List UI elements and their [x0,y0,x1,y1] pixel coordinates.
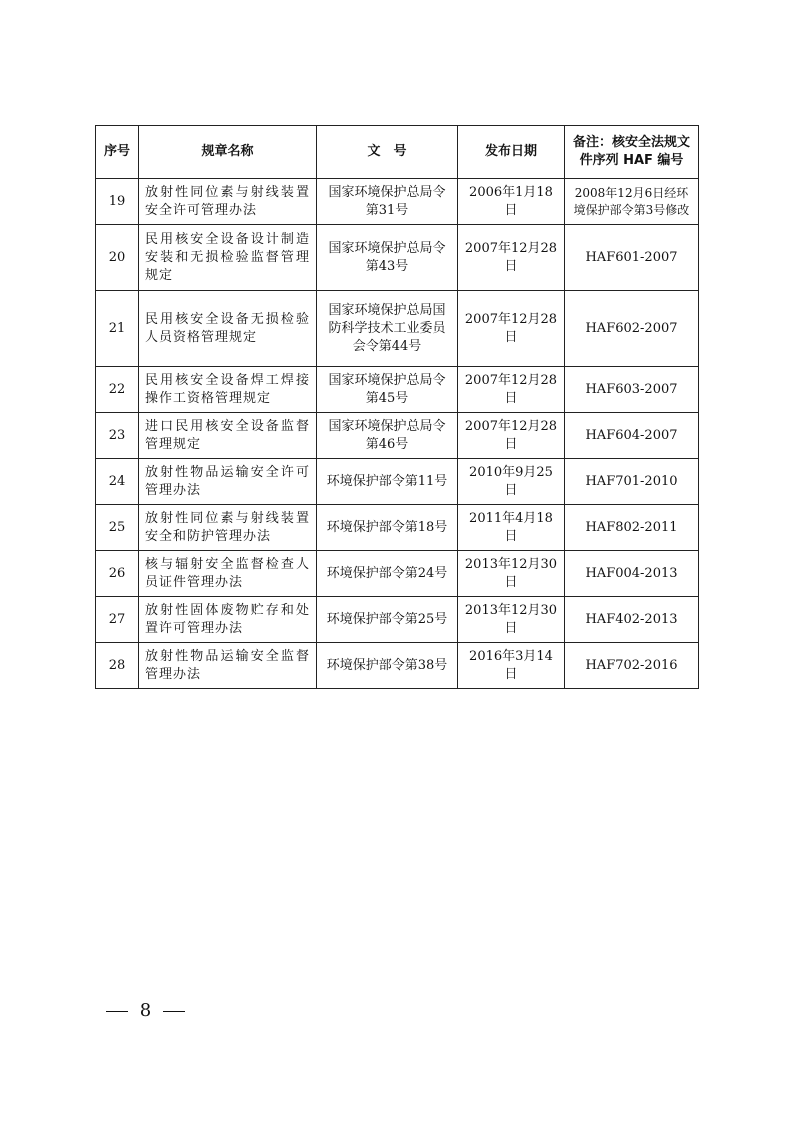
cell-serial-number: 22 [96,367,139,413]
cell-release-date: 2007年12月28日 [458,225,565,291]
cell-regulation-name: 放射性同位素与射线装置安全和防护管理办法 [139,505,317,551]
cell-document-number: 国家环境保护总局令第43号 [317,225,458,291]
cell-haf-remark: HAF702-2016 [565,643,699,689]
cell-release-date: 2006年1月18日 [458,179,565,225]
cell-serial-number: 21 [96,291,139,367]
cell-release-date: 2010年9月25日 [458,459,565,505]
cell-regulation-name: 核与辐射安全监督检查人员证件管理办法 [139,551,317,597]
cell-document-number: 国家环境保护总局国防科学技术工业委员会令第44号 [317,291,458,367]
cell-haf-remark: HAF004-2013 [565,551,699,597]
table-row [96,459,699,505]
cell-document-number: 环境保护部令第24号 [317,551,458,597]
cell-release-date: 2007年12月28日 [458,413,565,459]
cell-haf-remark: HAF601-2007 [565,225,699,291]
header-document-number: 文 号 [317,126,458,179]
cell-release-date: 2007年12月28日 [458,367,565,413]
cell-regulation-name: 民用核安全设备设计制造安装和无损检验监督管理规定 [139,225,317,291]
cell-haf-remark: HAF701-2010 [565,459,699,505]
table-row [96,367,699,413]
cell-regulation-name: 民用核安全设备无损检验人员资格管理规定 [139,291,317,367]
header-serial-number: 序号 [96,126,139,179]
table-row [96,597,699,643]
cell-document-number: 国家环境保护总局令第45号 [317,367,458,413]
footer-dash-right [163,1011,185,1012]
cell-release-date: 2013年12月30日 [458,551,565,597]
cell-haf-remark: HAF604-2007 [565,413,699,459]
cell-regulation-name: 放射性物品运输安全监督管理办法 [139,643,317,689]
cell-document-number: 环境保护部令第38号 [317,643,458,689]
table-row [96,643,699,689]
table-row [96,179,699,225]
cell-regulation-name: 放射性物品运输安全许可管理办法 [139,459,317,505]
table-row [96,225,699,291]
table-row [96,505,699,551]
cell-document-number: 国家环境保护总局令第46号 [317,413,458,459]
cell-serial-number: 27 [96,597,139,643]
cell-serial-number: 19 [96,179,139,225]
cell-release-date: 2013年12月30日 [458,597,565,643]
footer-dash-left [106,1011,128,1012]
page-footer [100,1000,191,1021]
table-row [96,413,699,459]
cell-serial-number: 24 [96,459,139,505]
cell-document-number: 环境保护部令第11号 [317,459,458,505]
cell-release-date: 2016年3月14日 [458,643,565,689]
cell-serial-number: 20 [96,225,139,291]
regulations-table [95,125,699,689]
cell-serial-number: 26 [96,551,139,597]
cell-haf-remark: HAF802-2011 [565,505,699,551]
cell-serial-number: 23 [96,413,139,459]
cell-haf-remark: HAF402-2013 [565,597,699,643]
cell-regulation-name: 进口民用核安全设备监督管理规定 [139,413,317,459]
cell-serial-number: 28 [96,643,139,689]
cell-regulation-name: 放射性同位素与射线装置安全许可管理办法 [139,179,317,225]
cell-document-number: 国家环境保护总局令第31号 [317,179,458,225]
cell-regulation-name: 放射性固体废物贮存和处置许可管理办法 [139,597,317,643]
cell-regulation-name: 民用核安全设备焊工焊接操作工资格管理规定 [139,367,317,413]
cell-haf-remark: 2008年12月6日经环境保护部令第3号修改 [565,179,699,225]
cell-haf-remark: HAF602-2007 [565,291,699,367]
cell-release-date: 2007年12月28日 [458,291,565,367]
table-header-row [96,126,699,179]
header-release-date: 发布日期 [458,126,565,179]
header-haf-remark: 备注：核安全法规文件序列 HAF 编号 [565,126,699,179]
table-row [96,291,699,367]
cell-document-number: 环境保护部令第18号 [317,505,458,551]
page-number: 8 [139,1000,152,1021]
cell-serial-number: 25 [96,505,139,551]
cell-release-date: 2011年4月18日 [458,505,565,551]
table-row [96,551,699,597]
cell-document-number: 环境保护部令第25号 [317,597,458,643]
cell-haf-remark: HAF603-2007 [565,367,699,413]
header-regulation-name: 规章名称 [139,126,317,179]
